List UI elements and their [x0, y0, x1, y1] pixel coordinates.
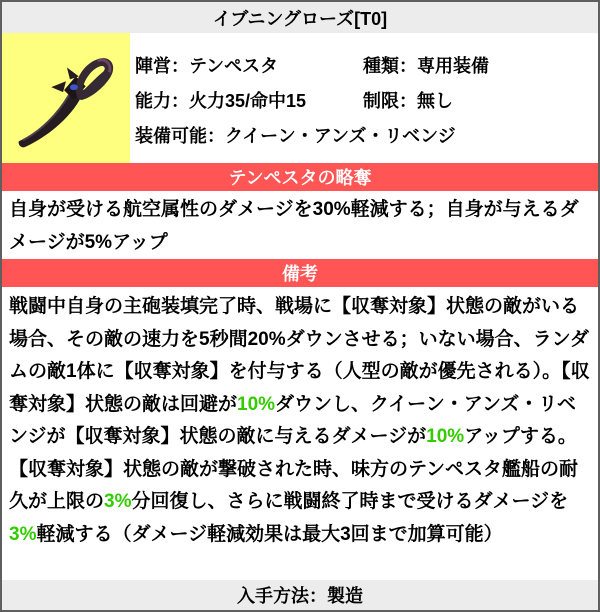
- notes-highlight-value: 10%: [426, 426, 465, 447]
- notes-highlight-value: 3%: [9, 523, 37, 545]
- info-row: [2, 33, 598, 163]
- info-line-1: [135, 47, 594, 82]
- restriction-text: 制限：無し: [363, 90, 453, 111]
- equipment-image-cell: [2, 33, 130, 163]
- skill-name-header: テンペスタの略奪: [2, 163, 598, 191]
- sword-icon: [7, 39, 125, 157]
- info-cell: [130, 33, 598, 163]
- notes-segment: 分回復し、さらに戦闘終了時まで受けるダメージを: [131, 491, 569, 512]
- info-line-3: [135, 117, 594, 152]
- equipment-title: イブニングローズ[T0]: [2, 2, 598, 33]
- faction-text: 陣営：テンペスタ: [135, 55, 279, 76]
- notes-text: [2, 287, 598, 580]
- notes-header: 備考: [2, 259, 598, 287]
- info-line-2: [135, 82, 594, 117]
- notes-highlight-value: 3%: [104, 491, 132, 512]
- equippable-text: 装備可能：クイーン・アンズ・リベンジ: [135, 125, 456, 146]
- stats-text: 能力：火力35/命中15: [135, 90, 307, 111]
- notes-segment: アップする。【収奪対象】状態の敵が撃破された時、味方のテンペスタ艦船の耐久が上限の: [9, 426, 579, 512]
- notes-segment: 軽減する（ダメージ軽減効果は最大3回まで加算可能）: [36, 523, 503, 545]
- acquisition-method-text: 入手方法：製造: [2, 580, 598, 610]
- notes-highlight-value: 10%: [237, 393, 276, 415]
- notes-segment: 戦闘中自身の主砲装填完了時、戦場に【収奪対象】状態の敵がいる場合、その敵の速力を5秒間20%ダウンさせる；いない場合、ランダムの敵1体に【収奪対象】を付与する（人型の敵が優先される）。【収奪対象】状態の敵は回避が: [9, 296, 590, 415]
- notes-segment: ダウンし、クイーン・アンズ・リベンジが【収奪対象】状態の敵に与えるダメージが: [9, 393, 577, 447]
- type-text: 種類：専用装備: [363, 55, 489, 76]
- skill-description: 自身が受ける航空属性のダメージを30%軽減する；自身が与えるダメージが5%アップ: [9, 199, 579, 253]
